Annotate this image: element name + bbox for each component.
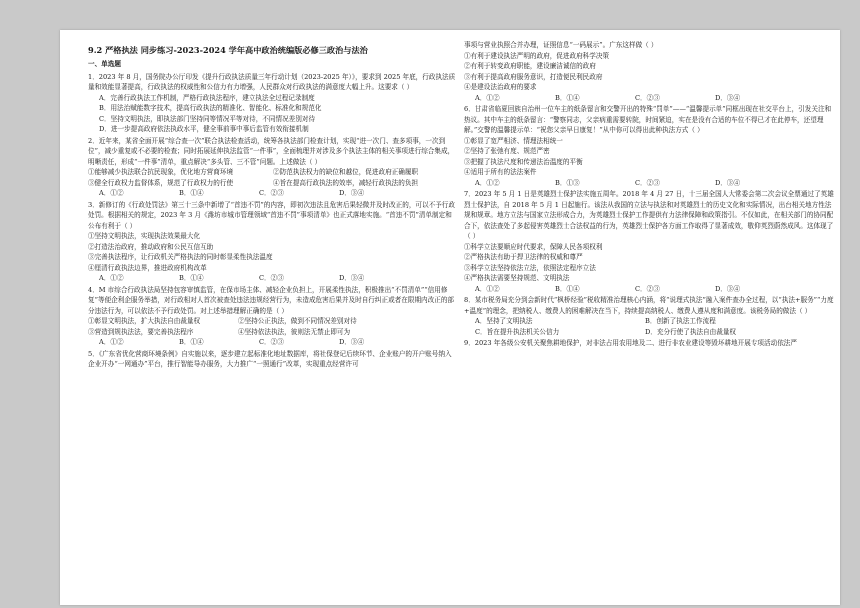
question-4 (88, 285, 458, 348)
statement-row (88, 327, 458, 338)
option-d: D．③④ (715, 284, 741, 293)
statement-4: ④厘清行政执法边界，推进政府机构改革 (88, 263, 207, 272)
option-c: C．②③ (259, 189, 284, 197)
statement-1: ①彰显文明执法，扩大执法自由裁量权 (88, 317, 201, 325)
question-5-continued (464, 40, 834, 103)
question-5 (88, 349, 458, 370)
option-a: A．坚持了文明执法 (475, 317, 533, 325)
option-b: B．①④ (179, 338, 204, 346)
exam-sheet (60, 30, 840, 605)
option-d: D．③④ (715, 178, 741, 187)
option-b: B．①③ (555, 178, 580, 187)
statement-1: ①科学立法要顺应时代要求，保障人民各项权利 (464, 242, 603, 251)
question-1 (88, 72, 458, 135)
answer-options-row (464, 327, 834, 338)
page-title: 9.2 严格执法 同步练习-2023-2024 学年高中政治统编版必修三政治与法治 (88, 45, 368, 55)
answer-options (88, 337, 458, 348)
statement-1: ①有利于建设执法严明的政府，促进政府科学决策 (464, 51, 610, 60)
statement-4: ④适用于所有的法法案件 (464, 168, 537, 176)
option-b: B．创新了执法工作流程 (645, 317, 716, 325)
question-stem: 1．2023 年 8 月，国务院办公厅印发《提升行政执法质量三年行动计划（2023-2025 年）》，要求到 2025 年底，行政执法质量和效能显著提高，行政执法的权威性和公信力有力增强，人民群众对行政执法的满意度大幅上升。这要求（ ） (88, 72, 456, 91)
question-stem: 4．M 市综合行政执法局坚持包容审慎监管，在保市场主体、减轻企业负担上，开展柔性执法，积极推出“不罚清单”“信用修复”等便企利企服务举措，对行政相对人首次被查处违法违规经营行为，未造成危害后果并及时自行纠正或者在限期内改正的部分违法行为，可以依法不予行政处罚。对上述举措理解正确的是（ ） (88, 285, 455, 315)
left-column (88, 40, 458, 370)
option-a: A．①② (475, 93, 500, 102)
answer-options (464, 284, 834, 295)
option-d: D．③④ (339, 189, 365, 197)
statement-2: ②有利于转变政府职能，建设廉洁诚信的政府 (464, 62, 596, 70)
statement-3: ③健全行政权力监督体系，规范了行政权力的行使 (88, 178, 234, 187)
option-c: C．旨在提升执法机关公信力 (475, 327, 560, 336)
option-b: B．①④ (555, 93, 580, 102)
option-a: A．①② (99, 189, 124, 197)
question-stem: 3．新修订的《行政处罚法》第三十三条中新增了“首违不罚”的内容，即初次违法且危害后果轻微并及时改正的，可以不予行政处罚。根据相关的规定，2023 年 3 月《潍坊市城市管理领域“首违不罚”事项清单》也正式落地实施。“首违不罚”清单制定和公布有利于（ ） (88, 200, 455, 230)
statement-3: ③营造到规执法法，要完善执法程序 (88, 327, 194, 336)
question-stem: 9．2023 年各级公安机关聚焦耕地保护，对非法占用农用地及二、进行非农业建设等毁坏耕地开展专项活动依法严 (464, 339, 797, 347)
question-3 (88, 200, 458, 284)
option-d: D．充分行使了执法自由裁量权 (645, 327, 737, 336)
question-stem: 8．某市税务局充分到会新时代“枫桥经验”税收精准治理核心内涵，将“说理式执法”融入案件查办全过程，以“执法+服务”“力度+温度”的理念，把纳税人、缴费人的困难解决在当下，持续提高纳税人、缴费人遵从度和满意度。该税务局的做法（ ） (464, 296, 834, 315)
option-c: C．坚持文明执法，即执法部门坚持同等情况平等对待，不同情况差别对待 (99, 114, 316, 123)
question-stem: 6．甘肃省临夏回族自治州一位车主的纸条留言和交警开出的特殊“罚单”——“温馨提示单”同框出现在社交平台上，引发关注和热议。其中车主的纸条留言：“警察同志，父亲病重需要转院，时间紧迫，实在是没有合适的车位不得已才在此停车，还望理解。”交警的温馨提示单：“祝您父亲早日康复！”从中你可以得出此种执法方式（ ） (464, 105, 832, 134)
statement-3: ③有利于提高政府服务意识，打造便民利民政府 (464, 72, 603, 81)
statement-1: ①彰显了宽严相济、情理法相统一 (464, 136, 563, 145)
question-9 (464, 338, 834, 349)
question-8 (464, 295, 834, 337)
section-heading: 一、单选题 (88, 60, 121, 68)
question-stem: 2．近年来，某省全面开展“综合查一次”联合执法检查活动，统筹各执法部门检查计划，实现“进一次门、查多项事，一次到位”，减少重复或不必要的检查；同时拓展延伸执法监管“一件事”，全面梳理并对涉及多个执法主体的相关事项进行综合集成，明晰责任，形成“一件事”清单，重点解决“多头管、三不管”问题。上述做法（ ） (88, 136, 455, 166)
statement-2: ②坚持了张弛有度、规范严密 (464, 147, 550, 155)
statement-3: ③完善执法程序，让行政机关严格执法的同时彰显柔性执法温度 (88, 253, 273, 261)
statement-4: ④坚持依法执法，彼则法无禁止即可为 (238, 327, 351, 336)
option-b: B．①④ (555, 284, 580, 293)
statement-2: ②打造法治政府，推动政府和公民互信互助 (88, 242, 214, 251)
option-d: D．进一步提高政府依法执政水平，健全事前事中事后监管有效衔接机制 (99, 125, 309, 133)
option-d: D．③④ (339, 338, 365, 346)
option-d: D．③④ (715, 93, 741, 102)
option-c: C．②③ (259, 274, 284, 282)
statement-1: ①能够减少执法联合抗民现象，优化地方营商环境 (88, 168, 234, 176)
answer-options-row (464, 316, 834, 327)
option-a: A．①② (475, 284, 500, 293)
statement-4: ④是建设法治政府的要求 (464, 83, 537, 91)
option-a: A．①② (99, 274, 124, 282)
question-7 (464, 189, 834, 294)
option-c: C．②③ (635, 93, 660, 102)
answer-options (88, 188, 458, 199)
statement-3: ③科学立法坚持依法立法，依照法定程序立法 (464, 263, 596, 272)
question-6 (464, 104, 834, 188)
answer-options (464, 178, 834, 189)
statement-4: ④旨在提高行政执法的效率，减轻行政执法的负担 (273, 178, 419, 187)
statement-row (88, 178, 458, 189)
answer-options (464, 93, 834, 104)
statement-1: ①坚持文明执法，实现执法效果最大化 (88, 232, 201, 240)
question-stem: 5．《广东省优化营商环境条例》自实施以来，逐步建立起标准化地址数据库，将社保登记后续环节、企业账户的开户账号纳入企业开办“一网通办”平台，推行智能导办服务，大力推广“一照通行”改革，实现重点经营许可 (88, 349, 452, 368)
option-c: C．②③ (635, 178, 660, 187)
statement-2: ②防范执法权力的缺位和越位，促进政府正确履职 (273, 168, 419, 176)
option-c: C．②③ (635, 284, 660, 293)
option-d: D．③④ (339, 274, 365, 282)
question-stem: 7．2023 年 5 月 1 日是英雄烈士保护法实施五周年。2018 年 4 月 27 日，十三届全国人大常委会第二次会议全票通过了英雄烈士保护法，自 2018 年 5 月 1 日起施行。该法从我国的立法与执法和对英雄烈士的历史文化和实际情况，出台相关地方性法规和规章。地方立法与国家立法形成合力，为英雄烈士保护工作提供有力法律保障和政策指引。不仅如此，在相关部门的协同配合下，依法查处了多起侵害英雄烈士合法权益的行为，英雄烈士保护各方面工作取得了显著成效，敬仰英烈蔚然成风。这体现了（ ） (464, 190, 834, 240)
question-stem-continued: 事项与营业执照合并办理，证照信息“一码展示”。广东这样做（ ） (464, 41, 658, 49)
answer-options (88, 273, 458, 284)
statement-row (88, 316, 458, 327)
statement-2: ②严格执法有助于捍卫法律的权威和尊严 (464, 253, 583, 261)
option-c: C．②③ (259, 338, 284, 346)
option-a: A．①② (475, 178, 500, 187)
statement-row (88, 167, 458, 178)
option-b: B．①④ (179, 274, 204, 282)
option-b: B．用法治赋能数字技术，提高行政执法的精准化、智能化、标准化和规范化 (99, 104, 322, 112)
statement-3: ③把握了执法尺度和传递法治温度的平衡 (464, 157, 583, 166)
statement-2: ②坚持公正执法，做到不同情况差别对待 (238, 317, 357, 325)
question-2 (88, 136, 458, 199)
option-a: A．完善行政执法工作机制，严格行政执法程序，建立执法全过程记录制度 (99, 93, 315, 102)
option-b: B．①④ (179, 189, 204, 197)
option-a: A．①② (99, 338, 124, 346)
statement-4: ④严格执法需要坚持规范、文明执法 (464, 274, 570, 282)
right-column (464, 40, 834, 349)
